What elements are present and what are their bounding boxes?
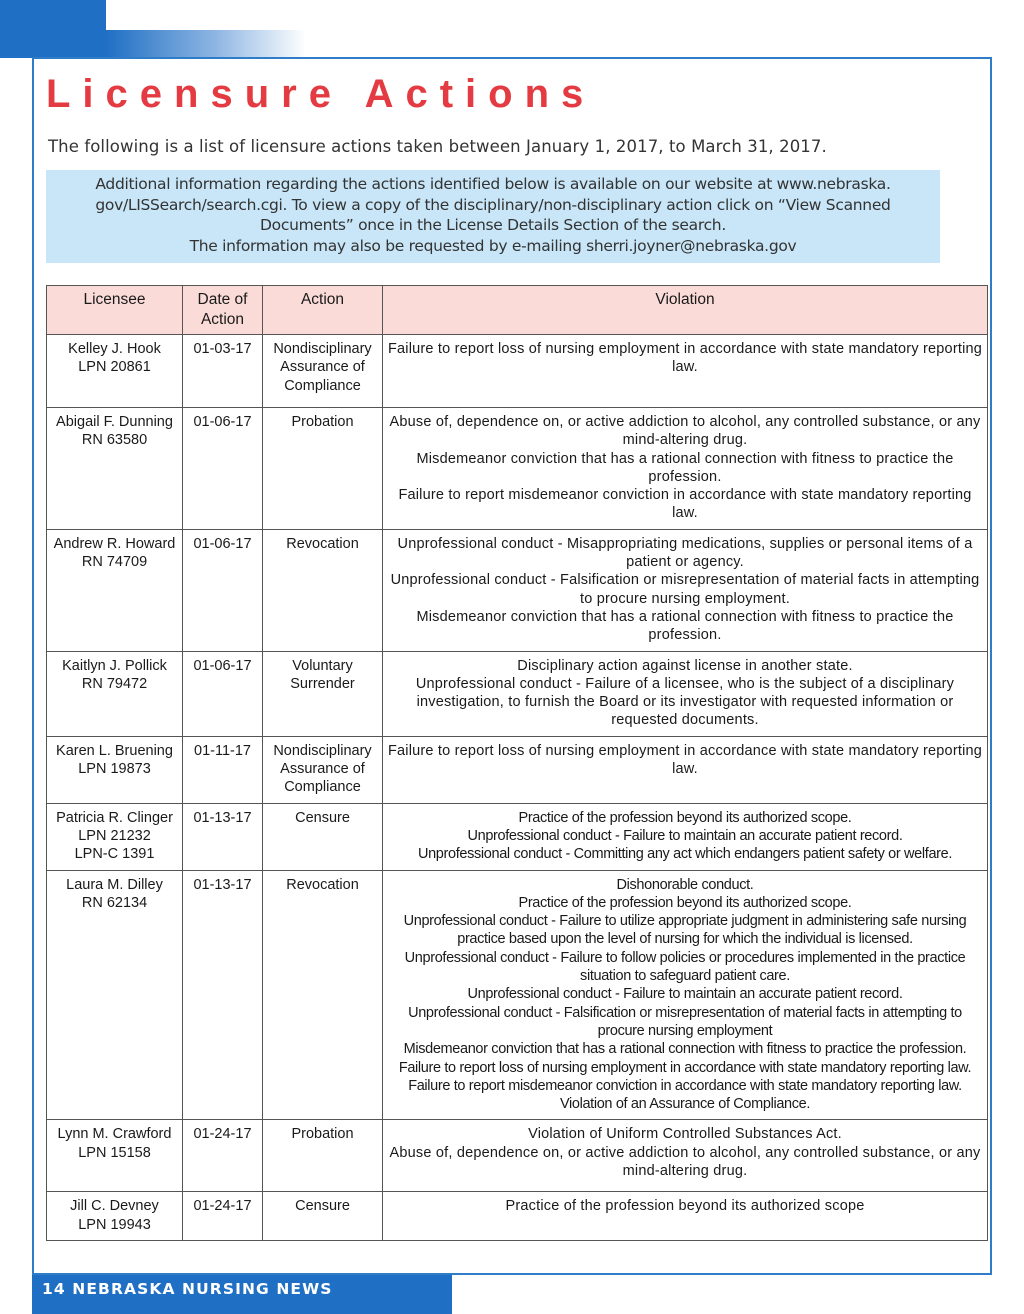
- info-text: Additional information regarding the actions identified below is available on our website at www.nebraska. gov/LISSearch/search.cgi. To view a copy of the disciplinary/non-disciplinary action click on “View Scanned Documents” once in the License Details Section of the search.: [95, 175, 891, 234]
- violation-text: Practice of the profession beyond its authorized scope.: [518, 809, 852, 826]
- table-row: [47, 1192, 988, 1241]
- violation-text: Abuse of, dependence on, or active addiction to alcohol, any controlled substance, or any mind-altering drug.: [389, 414, 981, 449]
- violation-text: Unprofessional conduct - Failure to follow policies or procedures implemented in the practice situation to safeguard patient care.: [404, 949, 966, 985]
- table-row: [47, 335, 988, 408]
- table-row: [47, 651, 988, 736]
- violation-text: Failure to report loss of nursing employment in accordance with state mandatory reporting law.: [398, 1059, 972, 1076]
- violation-cell: [383, 408, 988, 530]
- date-cell: 01-24-17: [183, 1192, 263, 1241]
- violation-text: Failure to report misdemeanor conviction in accordance with state mandatory reporting law.: [408, 1077, 962, 1094]
- violation-text: Violation of Uniform Controlled Substances Act.: [528, 1126, 842, 1143]
- license-number: RN 74709: [81, 554, 148, 571]
- licensure-actions-table: [46, 285, 988, 1241]
- violation-text: Unprofessional conduct - Failure to maintain an accurate patient record.: [467, 827, 903, 844]
- page-title: Licensure Actions: [46, 72, 596, 116]
- licensee-name: Jill C. Devney: [70, 1198, 159, 1215]
- violation-text: Unprofessional conduct - Failure of a licensee, who is the subject of a disciplinary investigation, to furnish the Board or its investigator with requested information or requested documents.: [415, 675, 955, 729]
- license-number: LPN 19943: [78, 1216, 151, 1233]
- violation-text: Unprofessional conduct - Committing any act which endangers patient safety or welfare.: [417, 846, 953, 863]
- action-cell: Revocation: [263, 529, 383, 651]
- violation-text: Failure to report loss of nursing employment in accordance with state mandatory reporting law.: [387, 341, 983, 376]
- intro-text: The following is a list of licensure actions taken between January 1, 2017, to March 31, 2017.: [48, 137, 827, 156]
- licensee-name: Patricia R. Clinger: [56, 809, 173, 826]
- violation-text: Unprofessional conduct - Falsification or misrepresentation of material facts in attempting to procure nursing employment: [408, 1004, 962, 1039]
- table-header-row: [47, 286, 988, 335]
- violation-text: Abuse of, dependence on, or active addiction to alcohol, any controlled substance, or any mind-altering drug.: [389, 1144, 981, 1179]
- date-cell: 01-13-17: [183, 803, 263, 870]
- licensee-cell: [47, 1192, 183, 1241]
- action-cell: Voluntary Surrender: [263, 651, 383, 736]
- licensee-name: Kaitlyn J. Pollick: [62, 657, 167, 674]
- violation-text: Dishonorable conduct.: [616, 876, 754, 893]
- licensee-cell: [47, 736, 183, 803]
- license-number: LPN 21232: [78, 827, 151, 844]
- violation-text: Disciplinary action against license in another state.: [517, 657, 853, 674]
- table-header: [47, 286, 988, 335]
- violation-text: Unprofessional conduct - Misappropriating medications, supplies or personal items of a patient or agency.: [397, 535, 973, 571]
- violation-cell: [383, 803, 988, 870]
- column-header-date: Date of Action: [183, 286, 263, 335]
- date-cell: 01-24-17: [183, 1120, 263, 1192]
- column-header-licensee: Licensee: [47, 286, 183, 335]
- table-row: [47, 803, 988, 870]
- licensee-cell: [47, 651, 183, 736]
- date-cell: 01-13-17: [183, 870, 263, 1120]
- date-cell: 01-06-17: [183, 651, 263, 736]
- date-cell: 01-11-17: [183, 736, 263, 803]
- license-number: LPN 15158: [78, 1144, 151, 1161]
- licensee-cell: [47, 529, 183, 651]
- violation-text: Misdemeanor conviction that has a rational connection with fitness to practice the profession.: [416, 450, 954, 485]
- table-row: [47, 870, 988, 1120]
- table-body: [47, 335, 988, 1241]
- license-number: RN 63580: [81, 432, 148, 449]
- licensee-cell: [47, 335, 183, 408]
- action-cell: Probation: [263, 408, 383, 530]
- licensee-name: Lynn M. Crawford: [57, 1126, 172, 1143]
- action-cell: Nondisciplinary Assurance of Compliance: [263, 335, 383, 408]
- licensee-cell: [47, 1120, 183, 1192]
- licensee-cell: [47, 408, 183, 530]
- header-blue-block: [0, 0, 106, 58]
- violation-cell: [383, 736, 988, 803]
- violation-text: Violation of an Assurance of Compliance.: [559, 1096, 811, 1113]
- column-header-violation: Violation: [383, 286, 988, 335]
- license-number: LPN 19873: [78, 761, 151, 778]
- violation-cell: [383, 1192, 988, 1241]
- info-email-text: The information may also be requested by e-mailing sherri.joyner@nebraska.gov: [189, 236, 797, 255]
- action-cell: Nondisciplinary Assurance of Compliance: [263, 736, 383, 803]
- violation-text: Practice of the profession beyond its authorized scope.: [518, 894, 852, 911]
- header-gradient-bar: [106, 30, 306, 58]
- license-number: LPN-C 1391: [74, 846, 155, 863]
- violation-text: Unprofessional conduct - Failure to utilize appropriate judgment in administering safe nursing practice based upon the level of nursing for which the individual is licensed.: [403, 913, 967, 948]
- license-number: RN 62134: [81, 894, 148, 911]
- violation-text: Misdemeanor conviction that has a rational connection with fitness to practice the profession.: [403, 1041, 967, 1058]
- footer-page-label: 14 NEBRASKA NURSING NEWS: [42, 1280, 333, 1298]
- violation-text: Misdemeanor conviction that has a rational connection with fitness to practice the profession.: [416, 608, 954, 644]
- licensee-name: Laura M. Dilley: [66, 876, 163, 893]
- violation-text: Failure to report misdemeanor conviction in accordance with state mandatory reporting law.: [398, 487, 972, 522]
- info-box: [46, 170, 940, 263]
- licensee-name: Kelley J. Hook: [68, 341, 161, 357]
- table-row: [47, 736, 988, 803]
- violation-text: Unprofessional conduct - Failure to maintain an accurate patient record.: [467, 986, 903, 1003]
- violation-text: Failure to report loss of nursing employment in accordance with state mandatory reporting law.: [387, 742, 983, 778]
- violation-cell: [383, 651, 988, 736]
- table-row: [47, 1120, 988, 1192]
- licensee-cell: [47, 803, 183, 870]
- table-row: [47, 529, 988, 651]
- licensee-name: Abigail F. Dunning: [56, 414, 173, 430]
- violation-text: Practice of the profession beyond its authorized scope: [505, 1198, 865, 1215]
- license-number: LPN 20861: [78, 359, 151, 376]
- date-cell: 01-06-17: [183, 529, 263, 651]
- table-row: [47, 408, 988, 530]
- violation-cell: [383, 529, 988, 651]
- licensee-cell: [47, 870, 183, 1120]
- licensee-name: Andrew R. Howard: [53, 535, 176, 552]
- action-cell: Censure: [263, 1192, 383, 1241]
- violation-cell: [383, 870, 988, 1120]
- violation-cell: [383, 1120, 988, 1192]
- date-cell: 01-06-17: [183, 408, 263, 530]
- action-cell: Probation: [263, 1120, 383, 1192]
- license-number: RN 79472: [81, 675, 148, 692]
- column-header-action: Action: [263, 286, 383, 335]
- action-cell: Censure: [263, 803, 383, 870]
- violation-text: Unprofessional conduct - Falsification or misrepresentation of material facts in attempting to procure nursing employment.: [390, 572, 980, 607]
- licensee-name: Karen L. Bruening: [56, 742, 173, 759]
- date-cell: 01-03-17: [183, 335, 263, 408]
- violation-cell: [383, 335, 988, 408]
- action-cell: Revocation: [263, 870, 383, 1120]
